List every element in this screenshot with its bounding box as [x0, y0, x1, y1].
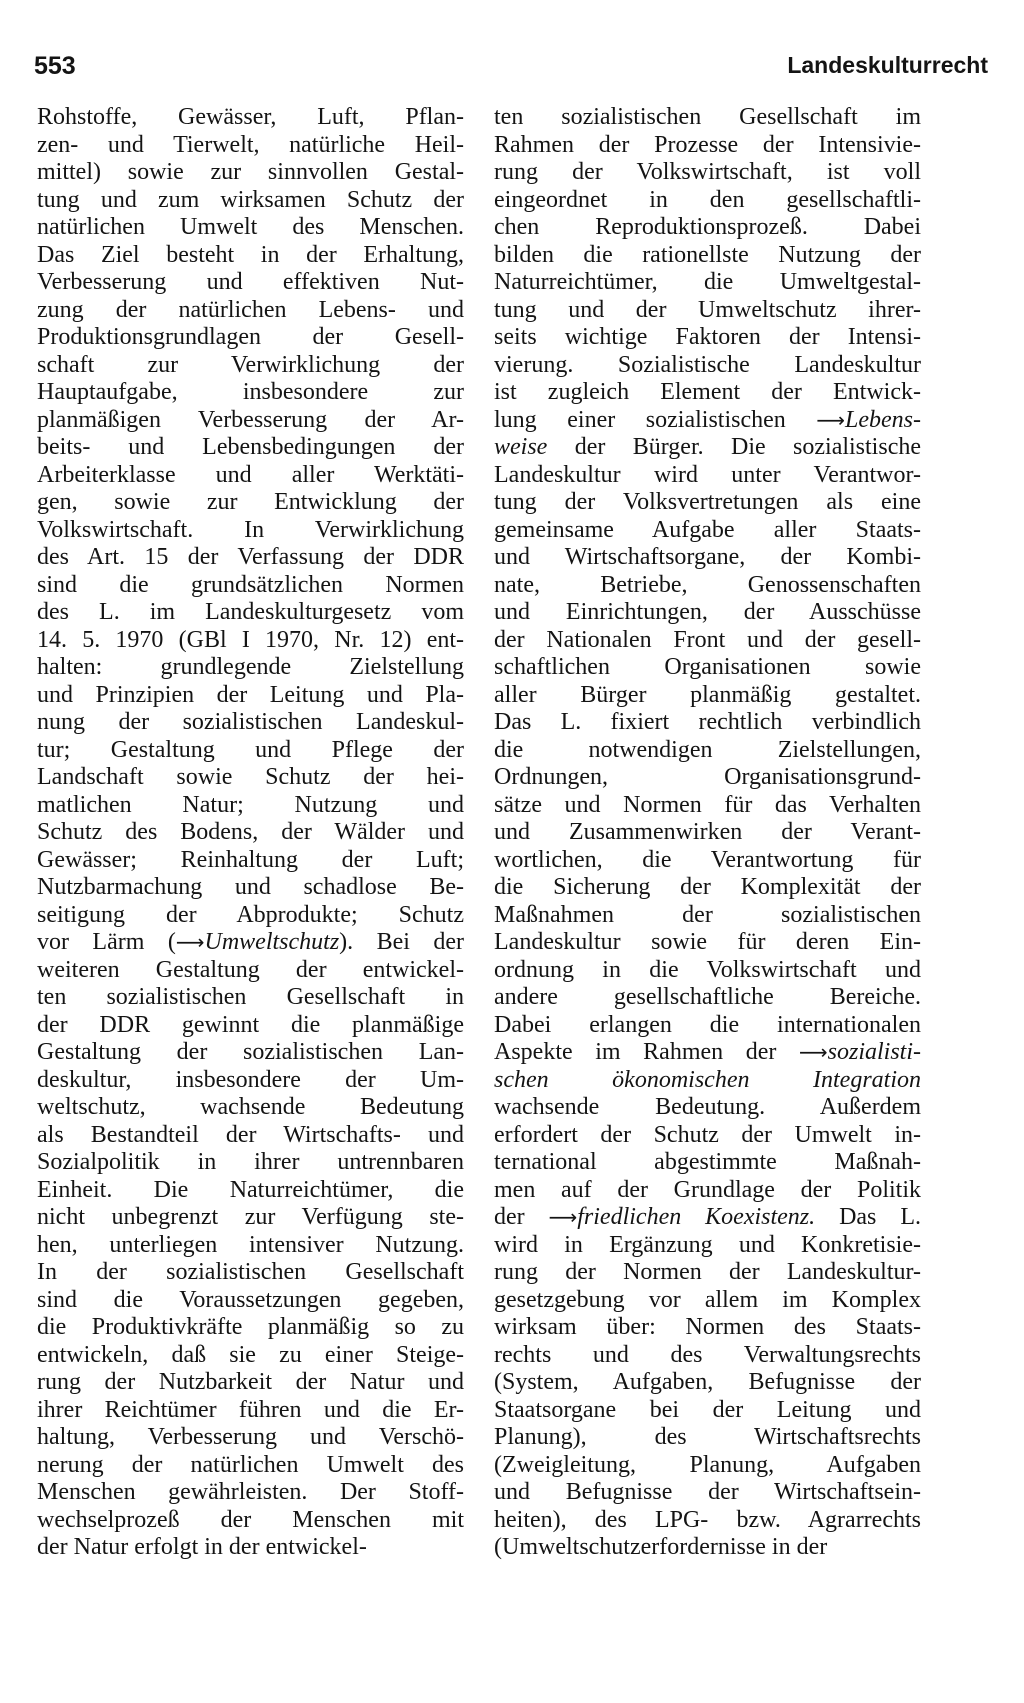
text-line: (Umweltschutzerfordernisse in der — [494, 1534, 828, 1560]
text-line: nate, Betriebe, Genossenschaften — [494, 571, 921, 598]
text-line: andere gesellschaftliche Bereiche. — [494, 984, 921, 1010]
text-line: ist zugleich Element der Entwick- — [494, 379, 921, 405]
text-line: sätze und Normen für das Verhalten — [494, 791, 921, 818]
text-line: mittel) sowie zur sinnvollen Gestal- — [37, 159, 464, 185]
text-line: Produktionsgrundlagen der Gesell- — [37, 324, 464, 350]
text-line: (System, Aufgaben, Befugnisse der — [494, 1369, 921, 1395]
text-line: Gewässer; Reinhaltung der Luft; — [37, 846, 464, 873]
text-line: matlichen Natur; Nutzung und — [37, 791, 464, 818]
text-line: Staatsorgane bei der Leitung und — [494, 1396, 921, 1423]
text-line: entwickeln, daß sie zu einer Steige- — [37, 1341, 464, 1368]
text-line: tung und der Umweltschutz ihrer- — [494, 296, 921, 323]
text-line: weltschutz, wachsende Bedeutung — [37, 1094, 464, 1120]
cross-reference-term: schen ökonomischen Integration — [494, 1066, 921, 1093]
text-line: des L. im Landeskulturgesetz vom — [37, 599, 464, 625]
text-line: nicht unbegrenzt zur Verfügung ste- — [37, 1204, 464, 1230]
text-line: und Einrichtungen, der Ausschüsse — [494, 599, 921, 625]
text-line-with-reference — [494, 1204, 921, 1232]
text-line: als Bestandteil der Wirtschafts- und — [37, 1121, 464, 1148]
cross-reference-term: weise — [494, 434, 548, 460]
text-line: die notwendigen Zielstellungen, — [494, 736, 921, 763]
text-line: seitigung der Abprodukte; Schutz — [37, 901, 464, 928]
text-line: Das Ziel besteht in der Erhaltung, — [37, 241, 464, 268]
left-text-column — [37, 104, 464, 1562]
cross-reference-term: sozialisti- — [827, 1039, 921, 1065]
text-line: Landschaft sowie Schutz der hei- — [37, 764, 464, 790]
text-line-with-reference — [494, 1039, 921, 1067]
text-line: nerung der natürlichen Umwelt des — [37, 1451, 464, 1478]
text-line: heiten), des LPG- bzw. Agrarrechts — [494, 1506, 921, 1533]
text-line: men auf der Grundlage der Politik — [494, 1176, 921, 1203]
text-line: eingeordnet in den gesellschaftli- — [494, 186, 921, 213]
text-line: zen- und Tierwelt, natürliche Heil- — [37, 131, 464, 158]
text-line: rung der Volkswirtschaft, ist voll — [494, 159, 921, 185]
text-line: der Natur erfolgt in der entwickel- — [37, 1534, 367, 1560]
text-line: tung der Volksvertretungen als eine — [494, 489, 921, 515]
line-text: der Bürger. Die sozialistische — [547, 434, 921, 460]
text-line: und Befugnisse der Wirtschaftsein- — [494, 1479, 921, 1505]
text-line: seits wichtige Faktoren der Intensi- — [494, 324, 921, 350]
text-line: Nutzbarmachung und schadlose Be- — [37, 874, 464, 900]
cross-reference-arrow-icon: ⟶ — [175, 930, 205, 954]
text-line: In der sozialistischen Gesellschaft — [37, 1259, 464, 1285]
text-line: wortlichen, die Verantwortung für — [494, 846, 921, 873]
text-line: schaftlichen Organisationen sowie — [494, 654, 921, 680]
text-line: Einheit. Die Naturreichtümer, die — [37, 1176, 464, 1203]
text-line: tur; Gestaltung und Pflege der — [37, 736, 464, 763]
text-line: (Zweigleitung, Planung, Aufgaben — [494, 1451, 921, 1478]
text-line: die Produktivkräfte planmäßig so zu — [37, 1314, 464, 1340]
text-line: rechts und des Verwaltungsrechts — [494, 1341, 921, 1368]
text-line: Sozialpolitik in ihrer untrennbaren — [37, 1149, 464, 1175]
text-line: vierung. Sozialistische Landeskultur — [494, 351, 921, 378]
text-line: gesetzgebung vor allem im Komplex — [494, 1286, 921, 1313]
text-line: des Art. 15 der Verfassung der DDR — [37, 544, 464, 570]
text-line-with-reference — [494, 434, 921, 462]
text-line: beits- und Lebensbedingungen der — [37, 434, 464, 460]
text-line-with-reference — [494, 1067, 921, 1095]
line-text: der — [494, 1204, 549, 1230]
line-text: ). Bei der — [339, 929, 464, 955]
page-header — [34, 52, 988, 86]
text-line: halten: grundlegende Zielstellung — [37, 654, 464, 680]
line-text: Aspekte im Rahmen der — [494, 1039, 799, 1065]
text-line-with-reference — [494, 407, 921, 435]
text-line: Rohstoffe, Gewässer, Luft, Pflan- — [37, 104, 464, 130]
text-line: natürlichen Umwelt des Menschen. — [37, 214, 464, 240]
text-line: Landeskultur wird unter Verantwor- — [494, 461, 921, 488]
text-line: Planung), des Wirtschaftsrechts — [494, 1424, 921, 1450]
text-line-with-reference — [37, 929, 464, 957]
text-line: ihrer Reichtümer führen und die Er- — [37, 1396, 464, 1423]
cross-reference-arrow-icon: ⟶ — [548, 1205, 578, 1229]
cross-reference-term: Lebens- — [845, 406, 921, 433]
text-line: gemeinsame Aufgabe aller Staats- — [494, 516, 921, 543]
text-line: bilden die rationellste Nutzung der — [494, 241, 921, 268]
text-line: Volkswirtschaft. In Verwirklichung — [37, 516, 464, 543]
text-line: Verbesserung und effektiven Nut- — [37, 269, 464, 295]
text-line: zung der natürlichen Lebens- und — [37, 296, 464, 323]
text-line: und Wirtschaftsorgane, der Kombi- — [494, 544, 921, 570]
text-line: Menschen gewährleisten. Der Stoff- — [37, 1479, 464, 1505]
text-line: ten sozialistischen Gesellschaft im — [494, 104, 921, 130]
text-line: Dabei erlangen die internationalen — [494, 1011, 921, 1038]
text-line: wachsende Bedeutung. Außerdem — [494, 1094, 921, 1120]
cross-reference-arrow-icon: ⟶ — [798, 1040, 828, 1064]
text-line: 14. 5. 1970 (GBl I 1970, Nr. 12) ent- — [37, 626, 464, 653]
text-line: Gestaltung der sozialistischen Lan- — [37, 1039, 464, 1065]
text-line: Landeskultur sowie für deren Ein- — [494, 929, 921, 955]
line-text: vor Lärm ( — [37, 929, 176, 955]
text-line: die Sicherung der Komplexität der — [494, 874, 921, 900]
cross-reference-term: friedlichen Koexistenz. — [577, 1204, 816, 1230]
text-line: der DDR gewinnt die planmäßige — [37, 1011, 464, 1038]
text-line: aller Bürger planmäßig gestaltet. — [494, 681, 921, 708]
cross-reference-arrow-icon: ⟶ — [816, 407, 846, 432]
text-line: wirksam über: Normen des Staats- — [494, 1314, 921, 1340]
cross-reference-term: Umweltschutz — [204, 929, 340, 955]
text-line: weiteren Gestaltung der entwickel- — [37, 956, 464, 983]
text-line: ten sozialistischen Gesellschaft in — [37, 984, 464, 1010]
text-line: der Nationalen Front und der gesell- — [494, 626, 921, 653]
text-line: haltung, Verbesserung und Verschö- — [37, 1424, 464, 1450]
page-number: 553 — [34, 52, 76, 80]
text-line: sind die grundsätzlichen Normen — [37, 571, 464, 598]
text-line: Naturreichtümer, die Umweltgestal- — [494, 269, 921, 295]
text-line: tung und zum wirksamen Schutz der — [37, 186, 464, 213]
line-text: lung einer sozialistischen — [494, 406, 817, 433]
text-line: Schutz des Bodens, der Wälder und — [37, 819, 464, 845]
text-line: Das L. fixiert rechtlich verbindlich — [494, 709, 921, 735]
text-line: und Prinzipien der Leitung und Pla- — [37, 681, 464, 708]
text-line: wird in Ergänzung und Konkretisie- — [494, 1231, 921, 1258]
text-line: hen, unterliegen intensiver Nutzung. — [37, 1231, 464, 1258]
text-line: planmäßigen Verbesserung der Ar- — [37, 406, 464, 433]
text-line: deskultur, insbesondere der Um- — [37, 1066, 464, 1093]
text-line: rung der Nutzbarkeit der Natur und — [37, 1369, 464, 1395]
right-text-column — [494, 104, 921, 1562]
text-line: ternational abgestimmte Maßnah- — [494, 1149, 921, 1175]
text-line: gen, sowie zur Entwicklung der — [37, 489, 464, 515]
text-line: wechselprozeß der Menschen mit — [37, 1506, 464, 1533]
text-line: und Zusammenwirken der Verant- — [494, 819, 921, 845]
text-line: erfordert der Schutz der Umwelt in- — [494, 1121, 921, 1148]
text-line: nung der sozialistischen Landeskul- — [37, 709, 464, 735]
text-line: Ordnungen, Organisationsgrund- — [494, 764, 921, 790]
text-line: chen Reproduktionsprozeß. Dabei — [494, 214, 921, 240]
text-line: sind die Voraussetzungen gegeben, — [37, 1286, 464, 1313]
text-line: Rahmen der Prozesse der Intensivie- — [494, 131, 921, 158]
text-line: ordnung in die Volkswirtschaft und — [494, 956, 921, 983]
running-head: Landeskulturrecht — [787, 52, 988, 78]
line-text: Das L. — [815, 1204, 921, 1230]
text-line: rung der Normen der Landeskultur- — [494, 1259, 921, 1285]
text-line: Arbeiterklasse und aller Werktäti- — [37, 461, 464, 488]
text-line: Hauptaufgabe, insbesondere zur — [37, 379, 464, 405]
text-line: Maßnahmen der sozialistischen — [494, 901, 921, 928]
text-line: schaft zur Verwirklichung der — [37, 351, 464, 378]
